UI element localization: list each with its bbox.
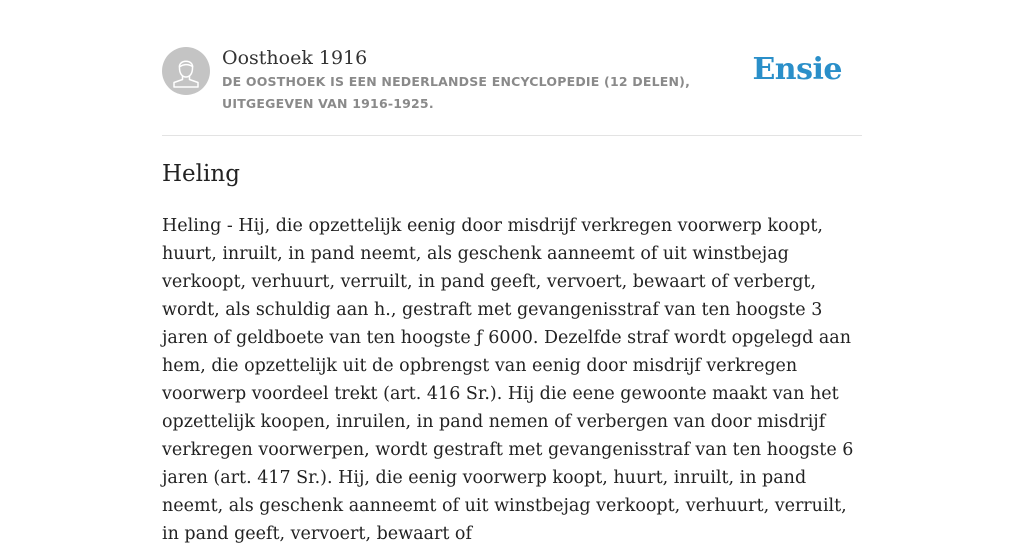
source-title[interactable]: Oosthoek 1916 [222,47,368,69]
user-silhouette-icon [162,47,210,95]
source-header [162,44,862,136]
article-title: Heling [162,161,240,187]
article-body: Heling - Hij, die opzettelijk eenig door misdrijf verkregen voorwerp koopt, huurt, inruilt, in pand neemt, als geschenk aanneemt of uit winstbejag verkoopt, verhuurt, verruilt, in pand geeft, vervoert, bewaart of verbergt, wordt, als schuldig aan h., gestraft met gevangenisstraf van ten hoogste 3 jaren of geldboete van ten hoogste ƒ 6000. Dezelfde straf wordt opgelegd aan hem, die opzettelijk uit de opbrengst van eenig door misdrijf verkregen voorwerp voordeel trekt (art. 416 Sr.). Hij die eene gewoonte maakt van het opzettelijk koopen, inruilen, in pand nemen of verbergen van door misdrijf verkregen voorwerpen, wordt gestraft met gevangenisstraf van ten hoogste 6 jaren (art. 417 Sr.). Hij, die eenig voorwerp koopt, huurt, inruilt, in pand neemt, als geschenk aanneemt of uit winstbejag verkoopt, verhuurt, verruilt, in pand geeft, vervoert, bewaart of [162,216,854,544]
source-description: DE OOSTHOEK IS EEN NEDERLANDSE ENCYCLOPEDIE (12 DELEN), UITGEGEVEN VAN 1916-1925. [222,74,691,111]
brand-logo-link[interactable]: Ensie [752,52,842,87]
